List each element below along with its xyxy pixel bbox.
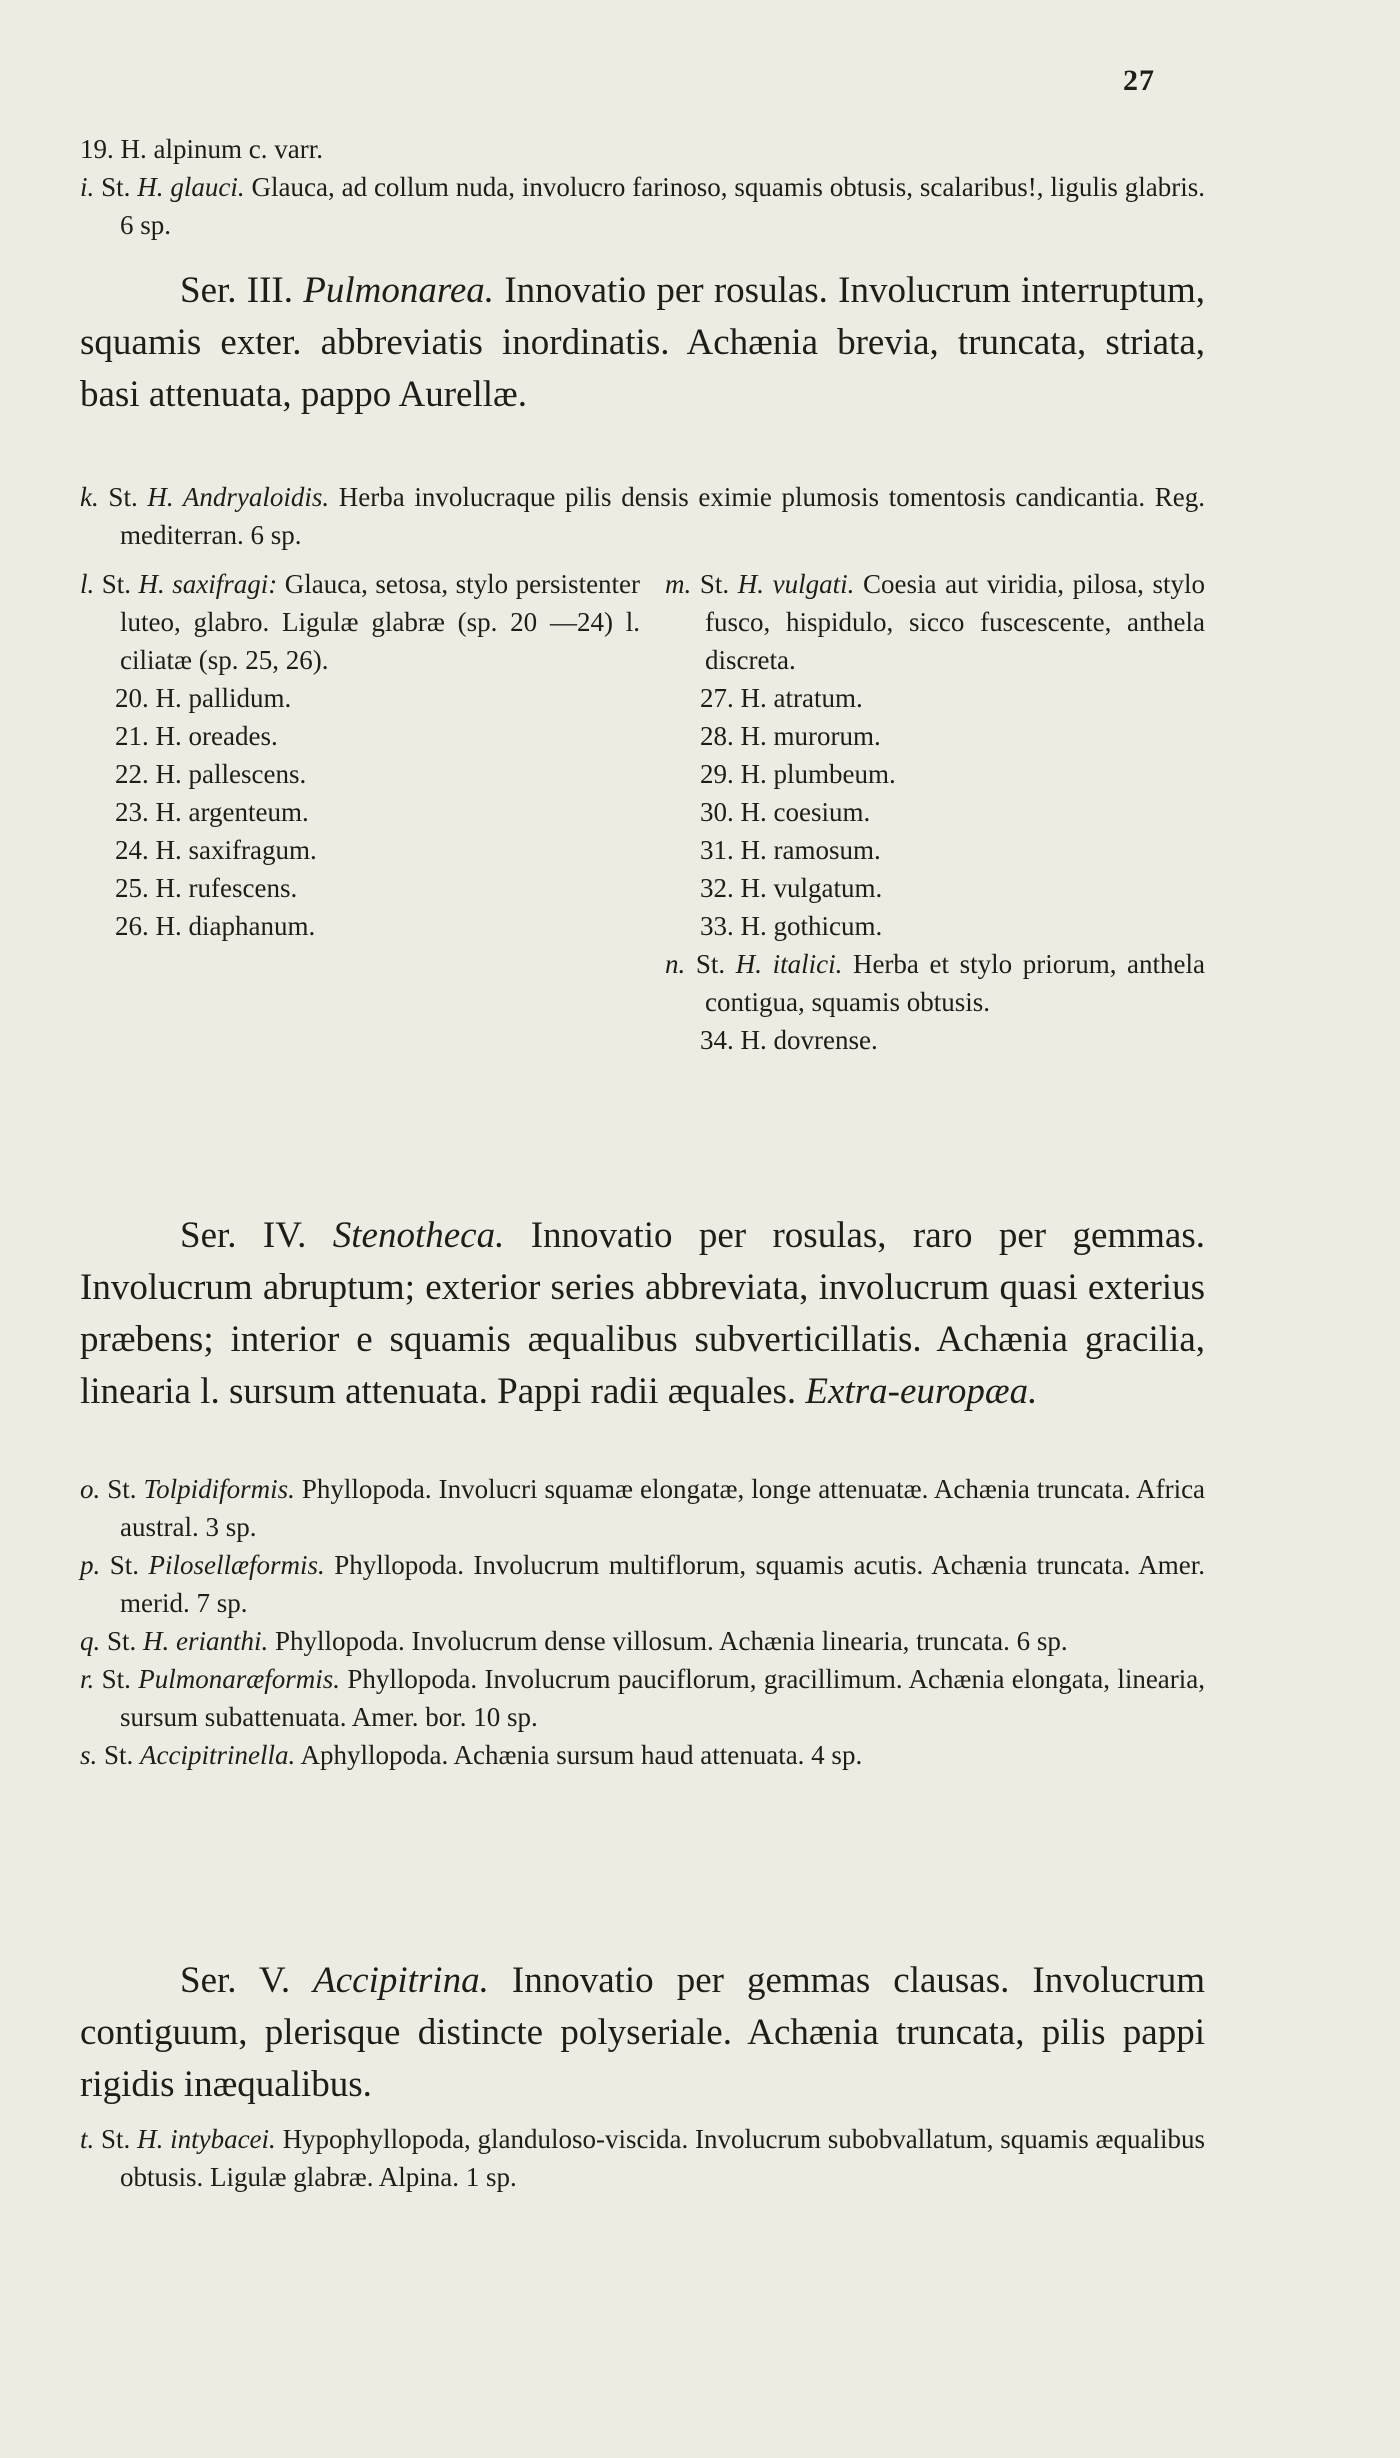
entry-text: Glauca, ad collum nuda, involucro farinoso, squamis obtusis, scalaribus!, ligulis glabris. 6 sp. [120, 172, 1206, 240]
entry-text: Phyllopoda. Involucrum dense villosum. Achænia linearia, truncata. 6 sp. [275, 1626, 1068, 1656]
list-item: 27. H. atratum. [700, 683, 863, 713]
list-item: 31. H. ramosum. [700, 835, 881, 865]
entry-text: Glauca, setosa, stylo persistenter luteo, glabro. Ligulæ glabræ (sp. 20 —24) l. ciliatæ (sp. 25, 26). [120, 569, 641, 675]
entry-n [665, 945, 1205, 1021]
list-item: 21. H. oreades. [115, 721, 278, 751]
series-description: Innovatio per rosulas, raro per gemmas. Involucrum abruptum; exterior series abbreviata, involucrum quasi exterius præbens; interior e squamis æqualibus subverticillatis. Achænia gracilia, linearia l. sursum attenuata. Pappi radii æquales. [80, 1215, 1205, 1412]
entry-p [80, 1546, 1205, 1622]
entry-marker: l. [80, 569, 95, 599]
entry-name: H. glauci. [137, 172, 245, 202]
entry-r [80, 1660, 1205, 1736]
entry-name: Pilosellæformis. [148, 1550, 325, 1580]
entry-st: St. [695, 949, 726, 979]
series-description: Innovatio per gemmas clausas. Involucrum contiguum, plerisque distincte polyseriale. Achænia truncata, pilis pappi rigidis inæqualibus. [80, 1960, 1206, 2105]
series-iv [80, 1210, 1205, 1418]
entry-marker: r. [80, 1664, 95, 1694]
entry-m [665, 565, 1205, 679]
entry-marker: m. [665, 569, 692, 599]
entry-l [80, 565, 640, 679]
series-name: Pulmonarea. [303, 270, 495, 311]
entry-marker: o. [80, 1474, 101, 1504]
entry-text: Coesia aut viridia, pilosa, stylo fusco, hispidulo, sicco fuscescente, anthela discreta. [705, 569, 1205, 675]
entry-name: H. intybacei. [137, 2124, 276, 2154]
series-iv-text [80, 1210, 1205, 1418]
entry-i [80, 168, 1205, 244]
entry-text: Herba et stylo priorum, anthela contigua, squamis obtusis. [705, 949, 1206, 1017]
list-item: 34. H. dovrense. [700, 1025, 878, 1055]
entry-st: St. [107, 1474, 137, 1504]
list-item: 30. H. coesium. [700, 797, 871, 827]
series-name: Stenotheca. [332, 1215, 505, 1256]
series-v-text [80, 1955, 1205, 2111]
entries-o-to-s [80, 1470, 1205, 1774]
list-item: 22. H. pallescens. [115, 759, 307, 789]
entry-st: St. [101, 2124, 131, 2154]
series-name: Accipitrina. [313, 1960, 489, 2001]
series-description: Innovatio per rosulas. Involucrum interruptum, squamis exter. abbreviatis inordinatis. Achænia brevia, truncata, striata, basi attenuata, pappo Aurellæ. [80, 270, 1205, 415]
entry-19: 19. H. alpinum c. varr. [80, 134, 323, 164]
series-v [80, 1955, 1205, 2111]
series-iii [80, 265, 1205, 421]
entry-name: H. vulgati. [737, 569, 855, 599]
list-item: 28. H. murorum. [700, 721, 881, 751]
entry-st: St. [101, 172, 131, 202]
right-column [665, 565, 1205, 1059]
entry-name: H. erianthi. [143, 1626, 269, 1656]
two-column-block [80, 565, 1205, 1185]
entry-t [80, 2120, 1205, 2196]
entry-st: St. [108, 482, 138, 512]
entry-st: St. [107, 1626, 137, 1656]
entry-st: St. [104, 1740, 134, 1770]
entry-marker: n. [665, 949, 686, 979]
entry-st: St. [699, 569, 730, 599]
entry-text: Phyllopoda. Involucri squamæ elongatæ, longe attenuatæ. Achænia truncata. Africa austral. 3 sp. [120, 1474, 1206, 1542]
series-label: Ser. V. [180, 1960, 291, 2001]
entry-name: Accipitrinella. [140, 1740, 296, 1770]
entry-q [80, 1622, 1205, 1660]
entry-k-text [80, 478, 1205, 554]
page-number: 27 [1123, 64, 1155, 97]
entry-text: Aphyllopoda. Achænia sursum haud attenuata. 4 sp. [300, 1740, 863, 1770]
entry-t-text [80, 2120, 1205, 2196]
entry-marker: q. [80, 1626, 101, 1656]
entry-st: St. [101, 569, 132, 599]
series-label: Ser. IV. [180, 1215, 307, 1256]
entry-name: H. Andryaloidis. [147, 482, 330, 512]
entry-o [80, 1470, 1205, 1546]
entry-name: H. saxifragi: [138, 569, 278, 599]
list-item: 24. H. saxifragum. [115, 835, 317, 865]
entry-k [80, 478, 1205, 554]
series-iii-text [80, 265, 1205, 421]
list-item: 25. H. rufescens. [115, 873, 298, 903]
entry-text: Hypophyllopoda, glanduloso-viscida. Involucrum subobvallatum, squamis æqualibus obtusis. Ligulæ glabræ. Alpina. 1 sp. [120, 2124, 1206, 2192]
entry-name: H. italici. [735, 949, 843, 979]
list-item: 23. H. argenteum. [115, 797, 309, 827]
entry-marker: s. [80, 1740, 98, 1770]
left-column [80, 565, 640, 945]
entry-name: Pulmonaræformis. [138, 1664, 341, 1694]
list-item: 26. H. diaphanum. [115, 911, 316, 941]
entry-text: Phyllopoda. Involucrum pauciflorum, gracillimum. Achænia elongata, linearia, sursum subattenuata. Amer. bor. 10 sp. [120, 1664, 1206, 1732]
list-item: 33. H. gothicum. [700, 911, 883, 941]
series-label: Ser. III. [180, 270, 293, 311]
entry-marker: k. [80, 482, 99, 512]
entry-text: Herba involucraque pilis densis eximie plumosis tomentosis candicantia. Reg. mediterran. 6 sp. [120, 482, 1206, 550]
entry-name: Tolpidiformis. [143, 1474, 295, 1504]
entry-marker: t. [80, 2124, 95, 2154]
entry-text: Phyllopoda. Involucrum multiflorum, squamis acutis. Achænia truncata. Amer. merid. 7 sp. [120, 1550, 1206, 1618]
entry-s [80, 1736, 1205, 1774]
series-region: Extra-europæa. [805, 1371, 1038, 1412]
list-item: 32. H. vulgatum. [700, 873, 883, 903]
top-entries [80, 130, 1205, 244]
list-item: 20. H. pallidum. [115, 683, 292, 713]
entry-st: St. [109, 1550, 139, 1580]
list-item: 29. H. plumbeum. [700, 759, 896, 789]
entry-marker: i. [80, 172, 95, 202]
entry-marker: p. [80, 1550, 101, 1580]
entry-st: St. [101, 1664, 131, 1694]
